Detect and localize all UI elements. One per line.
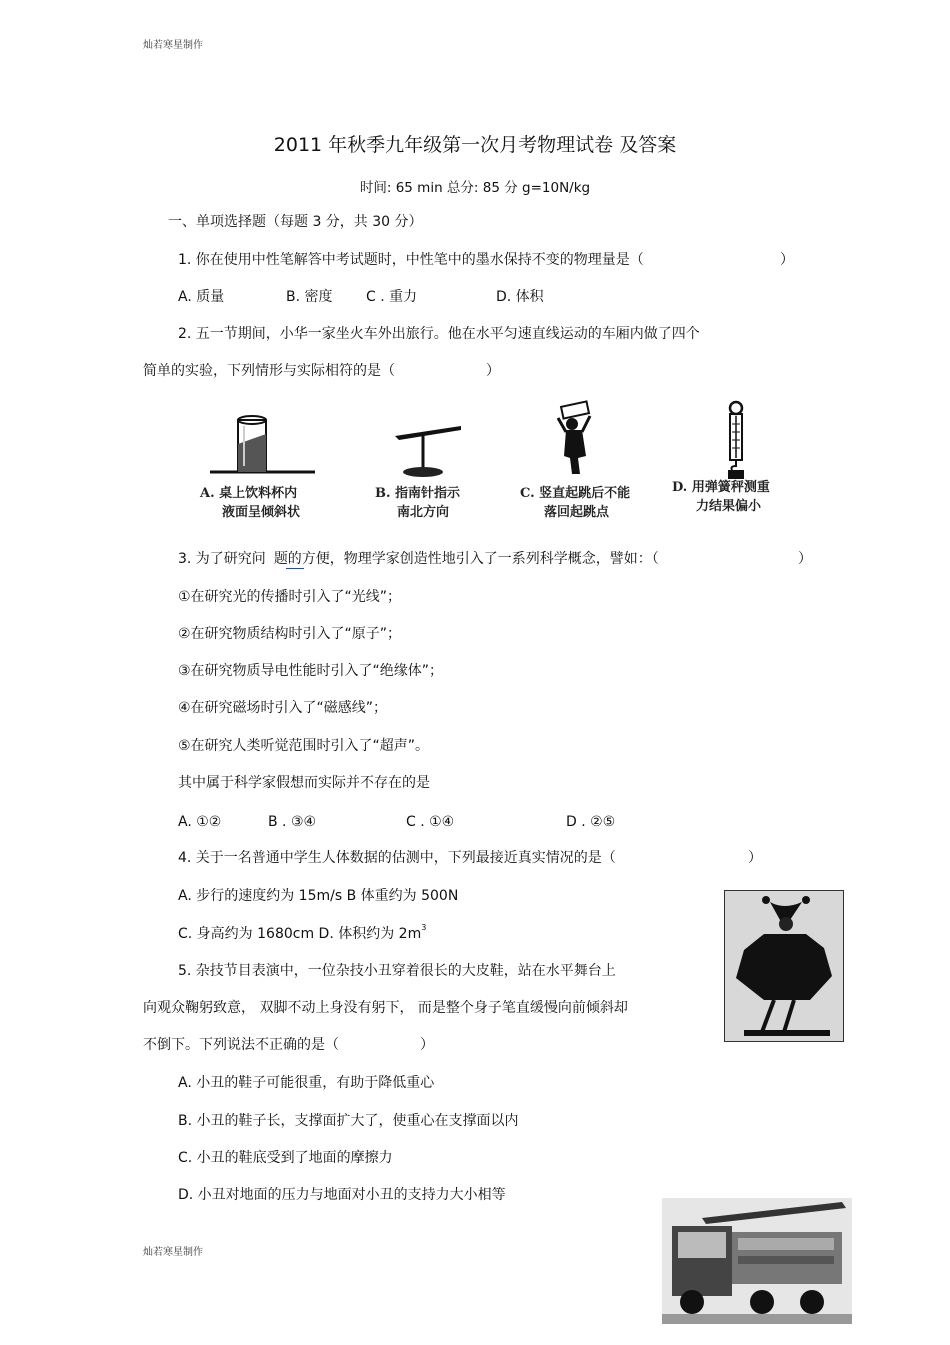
underline-mark	[286, 568, 304, 569]
figure-compass-caption-2: 南北方向	[397, 505, 450, 520]
question-5-close: ）	[420, 1037, 434, 1053]
question-1-option-b: B. 密度	[286, 289, 333, 305]
question-3-option-a: A. ①②	[178, 814, 222, 830]
figure-cup	[200, 400, 360, 530]
figure-spring-scale-caption-1: D. 用弹簧秤测重	[672, 480, 770, 495]
question-3-item-5: ⑤在研究人类听觉范围时引入了“超声”。	[178, 738, 430, 754]
question-1-option-d: D. 体积	[496, 289, 544, 305]
question-2-figures	[180, 400, 820, 530]
exam-title: 2011 年秋季九年级第一次月考物理试卷 及答案	[273, 134, 677, 156]
question-4-row2-text: C. 身高约为 1680cm D. 体积约为 2m	[178, 926, 422, 942]
question-1-option-a: A. 质量	[178, 289, 225, 305]
truck-icon	[662, 1198, 852, 1324]
clown-icon	[724, 890, 844, 1042]
question-1-stem: 1. 你在使用中性笔解答中考试题时，中性笔中的墨水保持不变的物理量是（	[178, 252, 644, 268]
question-3-item-3: ③在研究物质导电性能时引入了“绝缘体”；	[178, 663, 444, 679]
question-3-stem-part1: 3. 为了研究问	[178, 551, 266, 567]
question-4-stem: 4. 关于一名普通中学生人体数据的估测中，下列最接近真实情况的是（	[178, 850, 616, 866]
question-3-stem-part2: 题的方便，物理学家创造性地引入了一系列科学概念，譬如：（	[273, 551, 659, 567]
question-5-stem-line2: 向观众鞠躬致意， 双脚不动上身没有躬下， 而是整个身子笔直缓慢向前倾斜却	[143, 1000, 628, 1016]
question-3-option-c: C . ①④	[406, 814, 455, 830]
figure-spring-scale	[672, 400, 832, 530]
figure-cup-caption-1: A. 桌上饮料杯内	[200, 486, 298, 501]
question-4-options-row1: A. 步行的速度约为 15m/s B 体重约为 500N	[178, 888, 459, 904]
question-4-superscript: 3	[421, 923, 427, 932]
question-2-close: ）	[486, 363, 500, 379]
question-5-option-a: A. 小丑的鞋子可能很重，有助于降低重心	[178, 1075, 435, 1091]
question-5-option-c: C. 小丑的鞋底受到了地面的摩擦力	[178, 1150, 393, 1166]
cup-icon	[200, 400, 320, 480]
figure-jumper	[520, 400, 680, 530]
question-2-stem-line2: 简单的实验，下列情形与实际相符的是（	[143, 363, 395, 379]
question-5-stem-line1: 5. 杂技节目表演中，一位杂技小丑穿着很长的大皮鞋，站在水平舞台上	[178, 963, 616, 979]
question-3-option-d: D . ②⑤	[566, 814, 616, 830]
question-3-item-1: ①在研究光的传播时引入了“光线”；	[178, 589, 402, 605]
figure-jumper-caption-1: C. 竖直起跳后不能	[520, 486, 631, 501]
question-5-stem-line3: 不倒下。下列说法不正确的是（	[143, 1037, 339, 1053]
exam-subtitle: 时间: 65 min 总分: 85 分 g=10N/kg	[359, 180, 591, 196]
question-1-close: ）	[780, 252, 794, 268]
figure-compass-caption-1: B. 指南针指示	[375, 486, 461, 501]
question-5-option-b: B. 小丑的鞋子长，支撑面扩大了，使重心在支撑面以内	[178, 1113, 519, 1129]
figure-compass	[375, 400, 535, 530]
jumping-person-icon	[520, 400, 640, 480]
page-header: 灿若寒星制作	[143, 40, 203, 51]
truck-photo	[662, 1198, 852, 1324]
page-footer: 灿若寒星制作	[143, 1247, 203, 1258]
clown-photo	[724, 890, 844, 1042]
question-3-option-b: B . ③④	[268, 814, 317, 830]
question-2-stem-line1: 2. 五一节期间，小华一家坐火车外出旅行。他在水平匀速直线运动的车厢内做了四个	[178, 326, 700, 342]
question-3-item-4: ④在研究磁场时引入了“磁感线”；	[178, 700, 388, 716]
question-1-option-c: C . 重力	[366, 289, 418, 305]
question-3-stem	[178, 550, 659, 568]
question-3-close: ）	[798, 551, 812, 567]
figure-cup-caption-2: 液面呈倾斜状	[222, 505, 301, 520]
figure-jumper-caption-2: 落回起跳点	[544, 505, 610, 520]
spring-scale-icon	[672, 400, 752, 480]
question-4-options-row2	[178, 925, 426, 945]
question-3-question: 其中属于科学家假想而实际并不存在的是	[178, 775, 430, 791]
section-heading: 一、单项选择题（每题 3 分，共 30 分）	[168, 214, 423, 230]
compass-needle-icon	[375, 400, 475, 480]
question-3-item-2: ②在研究物质结构时引入了“原子”；	[178, 626, 402, 642]
figure-spring-scale-caption-2: 力结果偏小	[696, 499, 762, 514]
question-4-close: ）	[748, 850, 762, 866]
question-5-option-d: D. 小丑对地面的压力与地面对小丑的支持力大小相等	[178, 1187, 506, 1203]
